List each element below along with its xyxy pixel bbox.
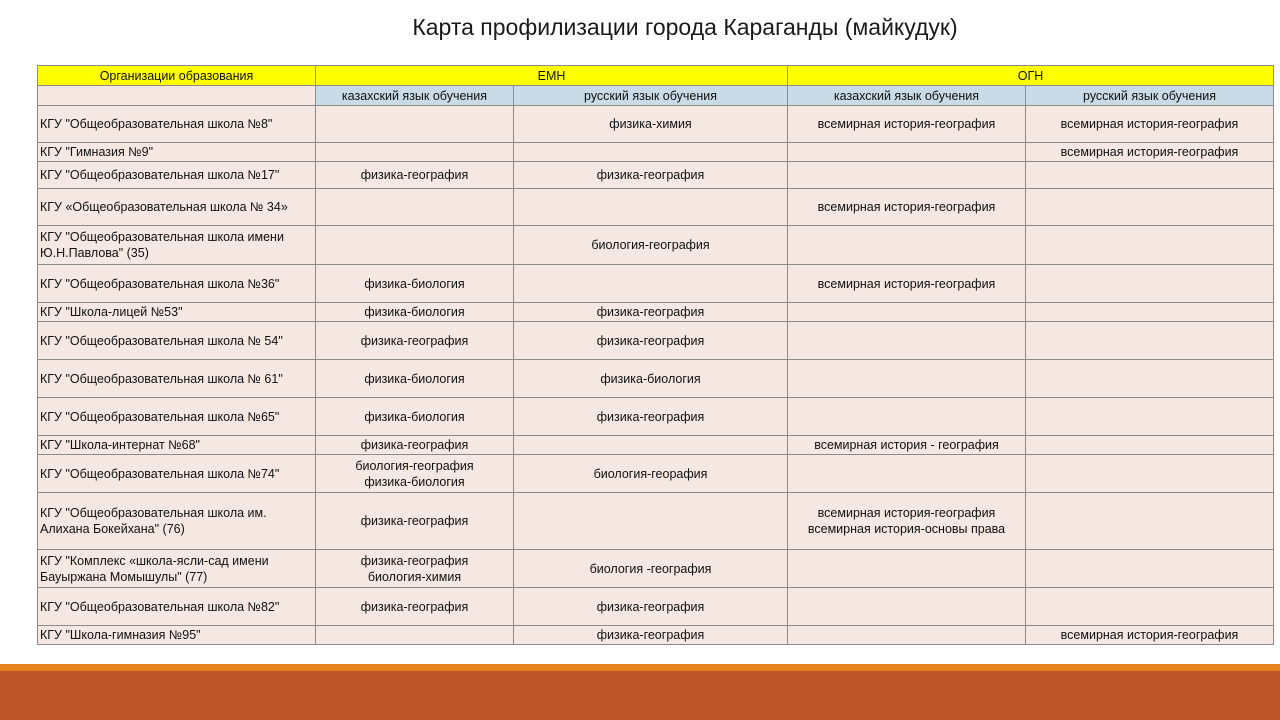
cell-emn-rus: физика-география (514, 588, 788, 626)
cell-org: КГУ "Общеобразовательная школа № 61" (38, 360, 316, 398)
cell-ogn-kaz (788, 322, 1026, 360)
cell-emn-rus: физика-география (514, 626, 788, 645)
cell-emn-kaz: физика-география (316, 493, 514, 550)
cell-emn-kaz (316, 226, 514, 265)
table-row (38, 436, 1274, 455)
cell-org: КГУ "Общеобразовательная школа №65" (38, 398, 316, 436)
table-row (38, 455, 1274, 493)
cell-ogn-rus (1026, 398, 1274, 436)
header-row-groups (38, 66, 1274, 86)
header-row-languages (38, 86, 1274, 106)
table-row (38, 626, 1274, 645)
cell-emn-rus: физика-география (514, 303, 788, 322)
cell-ogn-rus (1026, 455, 1274, 493)
table-row (38, 360, 1274, 398)
cell-org: КГУ "Общеобразовательная школа им. Алихана Бокейхана" (76) (38, 493, 316, 550)
cell-ogn-rus (1026, 303, 1274, 322)
cell-emn-kaz: физика-география (316, 588, 514, 626)
cell-ogn-rus (1026, 588, 1274, 626)
cell-emn-rus: биология -география (514, 550, 788, 588)
table-row (38, 143, 1274, 162)
cell-ogn-kaz (788, 455, 1026, 493)
cell-emn-kaz: физика-биология (316, 398, 514, 436)
table-row (38, 303, 1274, 322)
cell-org: КГУ "Общеобразовательная школа №82" (38, 588, 316, 626)
cell-emn-rus (514, 493, 788, 550)
cell-ogn-kaz (788, 226, 1026, 265)
cell-emn-kaz: физика-биология (316, 265, 514, 303)
cell-ogn-kaz (788, 398, 1026, 436)
cell-ogn-kaz: всемирная история - география (788, 436, 1026, 455)
header-emn-rus: русский язык обучения (514, 86, 788, 106)
cell-org: КГУ «Общеобразовательная школа № 34» (38, 189, 316, 226)
cell-org: КГУ "Школа-интернат №68" (38, 436, 316, 455)
cell-emn-kaz: биология-география физика-биология (316, 455, 514, 493)
cell-org: КГУ "Комплекс «школа-ясли-сад имени Бауыржана Момышулы" (77) (38, 550, 316, 588)
cell-emn-kaz (316, 143, 514, 162)
cell-emn-rus: физика-химия (514, 106, 788, 143)
cell-ogn-kaz (788, 550, 1026, 588)
cell-ogn-rus (1026, 493, 1274, 550)
cell-ogn-rus (1026, 436, 1274, 455)
cell-emn-kaz: физика-география (316, 436, 514, 455)
table-body (38, 106, 1274, 645)
table-row (38, 322, 1274, 360)
cell-org: КГУ "Общеобразовательная школа №8" (38, 106, 316, 143)
cell-emn-rus: биология-география (514, 226, 788, 265)
cell-ogn-rus (1026, 550, 1274, 588)
cell-ogn-rus: всемирная история-география (1026, 106, 1274, 143)
header-ogn-rus: русский язык обучения (1026, 86, 1274, 106)
header-empty (38, 86, 316, 106)
cell-emn-rus (514, 436, 788, 455)
footer-accent-bar (0, 664, 1280, 671)
cell-emn-rus (514, 143, 788, 162)
table-row (38, 550, 1274, 588)
cell-ogn-kaz: всемирная история-география (788, 106, 1026, 143)
cell-ogn-kaz (788, 360, 1026, 398)
cell-org: КГУ "Общеобразовательная школа №17" (38, 162, 316, 189)
header-emn-kaz: казахский язык обучения (316, 86, 514, 106)
cell-emn-rus: физика-биология (514, 360, 788, 398)
table-row (38, 265, 1274, 303)
cell-emn-kaz (316, 626, 514, 645)
cell-org: КГУ "Общеобразовательная школа №74" (38, 455, 316, 493)
header-ogn-kaz: казахский язык обучения (788, 86, 1026, 106)
cell-ogn-rus: всемирная история-география (1026, 626, 1274, 645)
table-row (38, 106, 1274, 143)
cell-emn-kaz: физика-биология (316, 360, 514, 398)
cell-emn-kaz (316, 189, 514, 226)
table-row (38, 493, 1274, 550)
cell-ogn-rus (1026, 189, 1274, 226)
cell-org: КГУ "Гимназия №9" (38, 143, 316, 162)
cell-ogn-kaz (788, 588, 1026, 626)
cell-ogn-kaz (788, 626, 1026, 645)
cell-org: КГУ "Общеобразовательная школа №36" (38, 265, 316, 303)
cell-emn-rus: физика-география (514, 398, 788, 436)
cell-emn-rus: физика-география (514, 322, 788, 360)
header-emn: ЕМН (316, 66, 788, 86)
cell-ogn-rus (1026, 322, 1274, 360)
cell-ogn-kaz: всемирная история-география (788, 265, 1026, 303)
cell-emn-rus (514, 189, 788, 226)
table-row (38, 162, 1274, 189)
cell-ogn-rus (1026, 360, 1274, 398)
cell-emn-kaz: физика-география биология-химия (316, 550, 514, 588)
table-row (38, 226, 1274, 265)
table-row (38, 588, 1274, 626)
cell-ogn-rus (1026, 226, 1274, 265)
cell-ogn-rus (1026, 265, 1274, 303)
table-row (38, 398, 1274, 436)
cell-emn-kaz: физика-география (316, 322, 514, 360)
cell-org: КГУ "Школа-гимназия №95" (38, 626, 316, 645)
cell-ogn-kaz (788, 143, 1026, 162)
cell-emn-kaz: физика-биология (316, 303, 514, 322)
cell-ogn-kaz (788, 162, 1026, 189)
cell-emn-kaz: физика-география (316, 162, 514, 189)
header-org: Организации образования (38, 66, 316, 86)
cell-emn-rus: физика-география (514, 162, 788, 189)
cell-org: КГУ "Общеобразовательная школа № 54" (38, 322, 316, 360)
cell-emn-rus: биология-георафия (514, 455, 788, 493)
cell-ogn-kaz: всемирная история-география (788, 189, 1026, 226)
cell-org: КГУ "Школа-лицей №53" (38, 303, 316, 322)
cell-ogn-kaz: всемирная история-география всемирная история-основы права (788, 493, 1026, 550)
cell-emn-kaz (316, 106, 514, 143)
footer-bar (0, 671, 1280, 720)
profilization-table (37, 65, 1274, 645)
cell-emn-rus (514, 265, 788, 303)
header-ogn: ОГН (788, 66, 1274, 86)
cell-org: КГУ "Общеобразовательная школа имени Ю.Н.Павлова" (35) (38, 226, 316, 265)
cell-ogn-rus: всемирная история-география (1026, 143, 1274, 162)
cell-ogn-kaz (788, 303, 1026, 322)
table-row (38, 189, 1274, 226)
cell-ogn-rus (1026, 162, 1274, 189)
page-title: Карта профилизации города Караганды (майкудук) (412, 14, 958, 40)
